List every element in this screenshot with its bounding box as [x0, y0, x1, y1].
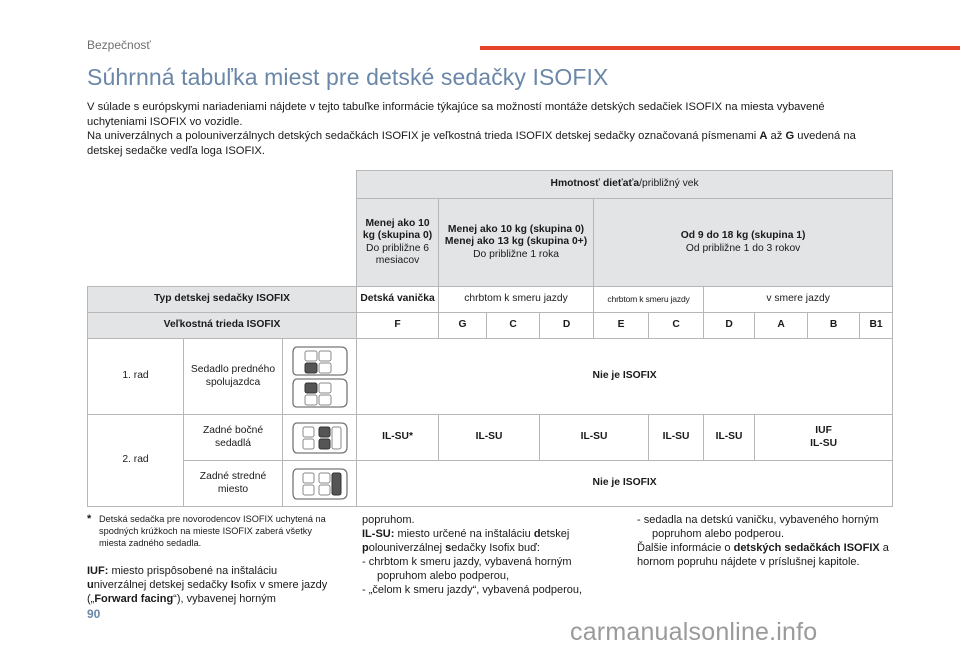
rear-side-seats-diagram — [283, 415, 357, 461]
list-item: - sedadla na detskú vaničku, vybaveného horným popruhom alebo podperou. — [637, 514, 879, 540]
type-forward-facing: v smere jazdy — [704, 287, 893, 313]
size-class: E — [594, 313, 649, 339]
row-2b-seat: Zadné stredné miesto — [184, 461, 283, 507]
size-class: G — [439, 313, 487, 339]
intro-text — [87, 100, 887, 158]
list-item: - chrbtom k smeru jazdy, vybavená horným popruhom alebo podperou, — [362, 556, 572, 582]
size-class: A — [755, 313, 808, 339]
type-carrycot: Detská vanička — [357, 287, 439, 313]
size-class: C — [649, 313, 704, 339]
footnote-text: Detská sedačka pre novorodencov ISOFIX uchytená na spodných krúžkoch na mieste ISOFIX zaberá všetky miesta zadného sedadla. — [99, 514, 326, 548]
size-label: Veľkostná trieda ISOFIX — [88, 313, 357, 339]
car-top-icon — [293, 469, 347, 499]
row-2a-value: IL-SU* — [357, 415, 439, 461]
size-class: D — [704, 313, 755, 339]
car-top-icon — [293, 423, 347, 453]
row-2a-value-last: IUF IL-SU — [755, 415, 893, 461]
iuf-note: IUF: miesto prispôsobené na inštaláciu univerzálnej detskej sedačky Isofix v smere jazdy („Forward facing“), vybavenej horným — [87, 565, 328, 605]
accent-bar — [480, 46, 960, 50]
front-passenger-seat-diagram — [283, 339, 357, 415]
rear-middle-seat-diagram — [283, 461, 357, 507]
footnote — [87, 513, 332, 549]
list-item: - „čelom k smeru jazdy“, vybavená podperou, — [362, 584, 583, 596]
type-label: Typ detskej sedačky ISOFIX — [88, 287, 357, 313]
more-info-note: - sedadla na detskú vaničku, vybaveného horným popruhom alebo podperou. Ďalšie informácie o detských sedačkách ISOFIX a hornom popruhu nájdete v príslušnej kapitole. — [637, 513, 892, 569]
page-title: Súhrnná tabuľka miest pre detské sedačky ISOFIX — [87, 64, 609, 90]
row-2b-value: Nie je ISOFIX — [357, 461, 893, 507]
row-2a-seat: Zadné bočné sedadlá — [184, 415, 283, 461]
page-number: 90 — [87, 607, 101, 621]
row-1-value: Nie je ISOFIX — [357, 339, 893, 415]
group-0-header: Menej ako 10 kg (skupina 0) Do približne 6 mesiacov — [357, 199, 439, 287]
row-2-label: 2. rad — [88, 415, 184, 507]
size-class: F — [357, 313, 439, 339]
intro-paragraph-1: V súlade s európskymi nariadeniami nájdete v tejto tabuľke informácie týkajúce sa možností montáže detských sedačiek ISOFIX na miesta vybavené uchyteniami ISOFIX vo vozidle. — [87, 101, 825, 128]
row-2a-value: IL-SU — [540, 415, 649, 461]
row-1-label: 1. rad — [88, 339, 184, 415]
car-top-icon — [293, 347, 347, 407]
size-class: B — [808, 313, 860, 339]
size-class: D — [540, 313, 594, 339]
row-1-seat: Sedadlo predného spolujazdca — [184, 339, 283, 415]
size-class: C — [487, 313, 540, 339]
row-2a-value: IL-SU — [439, 415, 540, 461]
footnote-star: * — [87, 513, 92, 525]
ilsu-note: popruhom. IL-SU: miesto určené na inštaláciu detskej polouniverzálnej sedačky Isofix buď: - chrbtom k smeru jazdy, vybavená horným popruhom alebo podperou, - „čelom k smeru jazdy“, vybavená podperou, — [362, 513, 624, 597]
size-class: B1 — [860, 313, 893, 339]
weight-header: Hmotnosť dieťaťa/približný vek — [357, 171, 893, 199]
intro-paragraph-2: Na univerzálnych a polouniverzálnych detských sedačkách ISOFIX je veľkostná trieda ISOFIX detskej sedačky označovaná písmenami A až G uvedená na detskej sedačke vedľa loga ISOFIX. — [87, 130, 856, 157]
row-2a-value: IL-SU — [649, 415, 704, 461]
isofix-table — [87, 170, 893, 507]
type-rear-facing-2: chrbtom k smeru jazdy — [594, 287, 704, 313]
type-rear-facing: chrbtom k smeru jazdy — [439, 287, 594, 313]
section-label: Bezpečnosť — [87, 38, 151, 52]
watermark: carmanualsonline.info — [570, 618, 818, 646]
group-0plus-header: Menej ako 10 kg (skupina 0) Menej ako 13 kg (skupina 0+) Do približne 1 roka — [439, 199, 594, 287]
group-1-header: Od 9 do 18 kg (skupina 1) Od približne 1 do 3 rokov — [594, 199, 893, 287]
row-2a-value: IL-SU — [704, 415, 755, 461]
